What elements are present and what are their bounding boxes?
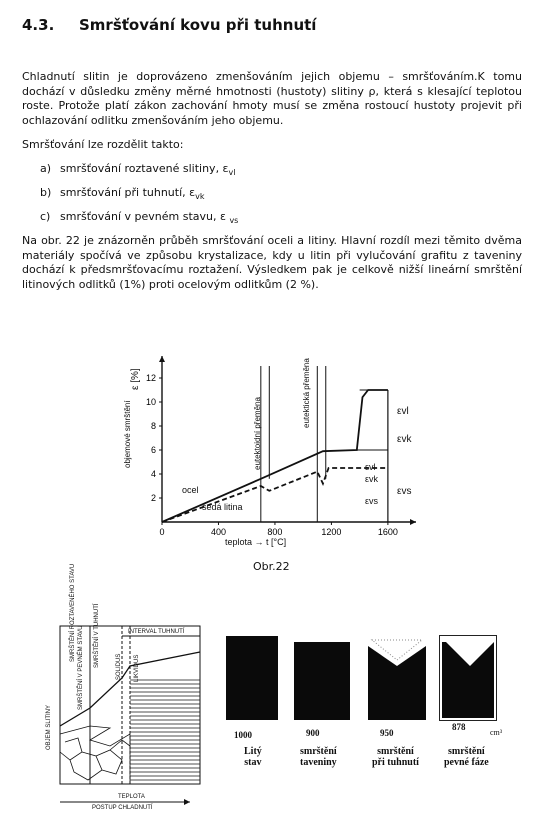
block-label: smrštění taveniny <box>300 746 337 768</box>
x-tick-label: 800 <box>267 527 283 537</box>
x-axis-label: teplota → t [°C] <box>225 537 287 547</box>
x-tick-label: 1600 <box>377 527 398 537</box>
col-label: SMRŠTĚNÍ V TUHNUTÍ <box>94 603 100 668</box>
list-item: a) smršťování roztavené slitiny, $\varepsilon_{vl}$ <box>40 162 236 178</box>
block-cast-state <box>226 636 278 720</box>
epsilon-label: εvs <box>365 496 379 506</box>
x-tick-label: 400 <box>210 527 226 537</box>
epsilon-label: εvl <box>397 406 409 417</box>
paragraph-list-intro: Smršťování lze rozdělit takto: <box>22 138 184 151</box>
y-tick-label: 8 <box>150 421 156 431</box>
list-item: c) smršťování v pevném stavu, ε $_{vs}$ <box>40 210 239 226</box>
series-line-steel <box>162 390 388 522</box>
vline-label-eutectic: eutektická přeměna <box>302 358 311 428</box>
block-value: 1000 <box>234 730 252 740</box>
series-label-steel: ocel <box>182 485 199 495</box>
epsilon-label: εvl <box>365 462 376 472</box>
block-value: 900 <box>306 728 320 738</box>
paragraph-intro: Chladnutí slitin je doprovázeno zmenšováním jejich objemu – smršťováním.K tomu dochází v důsledku změny měrné hmotnosti (hustoty) slitiny ρ, která s klesající teplotou roste. Protože platí zákon zachování hmoty musí se změna rostoucí hustoty projevit při ochlazování odlitku zmenšováním jeho objemu. <box>22 70 522 127</box>
y-axis-side-label: objemové smrštění <box>123 400 132 468</box>
section-heading <box>22 16 316 34</box>
x-axis-label: POSTUP CHLADNUTÍ <box>92 805 153 811</box>
block-label: smrštění při tuhnutí <box>372 746 419 768</box>
col-label: SMRŠTĚNÍ ROZTAVENÉHO STAVU <box>70 563 76 662</box>
block-solidification-shrinkage <box>368 636 426 720</box>
block-value: 950 <box>380 728 394 738</box>
epsilon-label: εvs <box>397 486 412 497</box>
y-axis-label: ε [%] <box>130 368 141 390</box>
x-axis-label: TEPLOTA <box>118 794 145 800</box>
vline-label-eutectoid: eutektoidní přeměna <box>253 397 262 470</box>
y-tick-label: 6 <box>150 445 156 455</box>
block-melt-shrinkage <box>294 636 350 720</box>
list-item: b) smršťování při tuhnutí, $\varepsilon_{vk}$ <box>40 186 205 202</box>
y-axis-arrow <box>159 356 165 362</box>
block-label: Litý stav <box>244 746 262 768</box>
series-label-iron: šedá litina <box>202 502 243 512</box>
paragraph-description: Na obr. 22 je znázorněn průběh smršťování oceli a litiny. Hlavní rozdíl mezi těmito dvěma materiály spočívá ve způsobu krystalizace, kdy u litin při vylučování grafitu z taveniny dochází k předsmršťovacímu roztažení. Výsledkem pak je celkově nižší lineární smrštění litinových odlitků (1%) proti ocelovým odlitkům (2 %). <box>22 234 522 291</box>
y-axis-label: OBJEM SLITINY <box>46 704 52 750</box>
y-tick-label: 12 <box>145 373 156 383</box>
section-number: 4.3. <box>22 16 55 34</box>
figure-caption: Obr.22 <box>253 560 290 573</box>
solidus-label: SOLIDUS <box>116 653 122 680</box>
x-tick-label: 1200 <box>321 527 342 537</box>
series-line-iron <box>162 468 388 522</box>
volume-diagram <box>30 563 210 817</box>
col-label: SMRŠTĚNÍ V PEVNÉM STAVU <box>78 625 84 710</box>
y-tick-label: 10 <box>145 397 156 407</box>
unit-label: cm³ <box>490 728 503 737</box>
epsilon-label: εvk <box>365 474 379 484</box>
block-solid-shrinkage <box>440 636 496 720</box>
liquidus-label: LIKVIDUS <box>134 654 140 682</box>
y-tick-label: 2 <box>150 493 156 503</box>
y-tick-label: 4 <box>150 469 156 479</box>
x-axis-arrow <box>410 519 416 525</box>
block-value: 878 <box>452 722 466 732</box>
x-tick-label: 0 <box>159 527 165 537</box>
interval-label: INTERVAL TUHNUTÍ <box>128 629 185 635</box>
epsilon-label: εvk <box>397 434 412 445</box>
block-label: smrštění pevné fáze <box>444 746 489 768</box>
section-title: Smršťování kovu při tuhnutí <box>79 16 317 34</box>
shrinkage-chart <box>110 350 440 550</box>
